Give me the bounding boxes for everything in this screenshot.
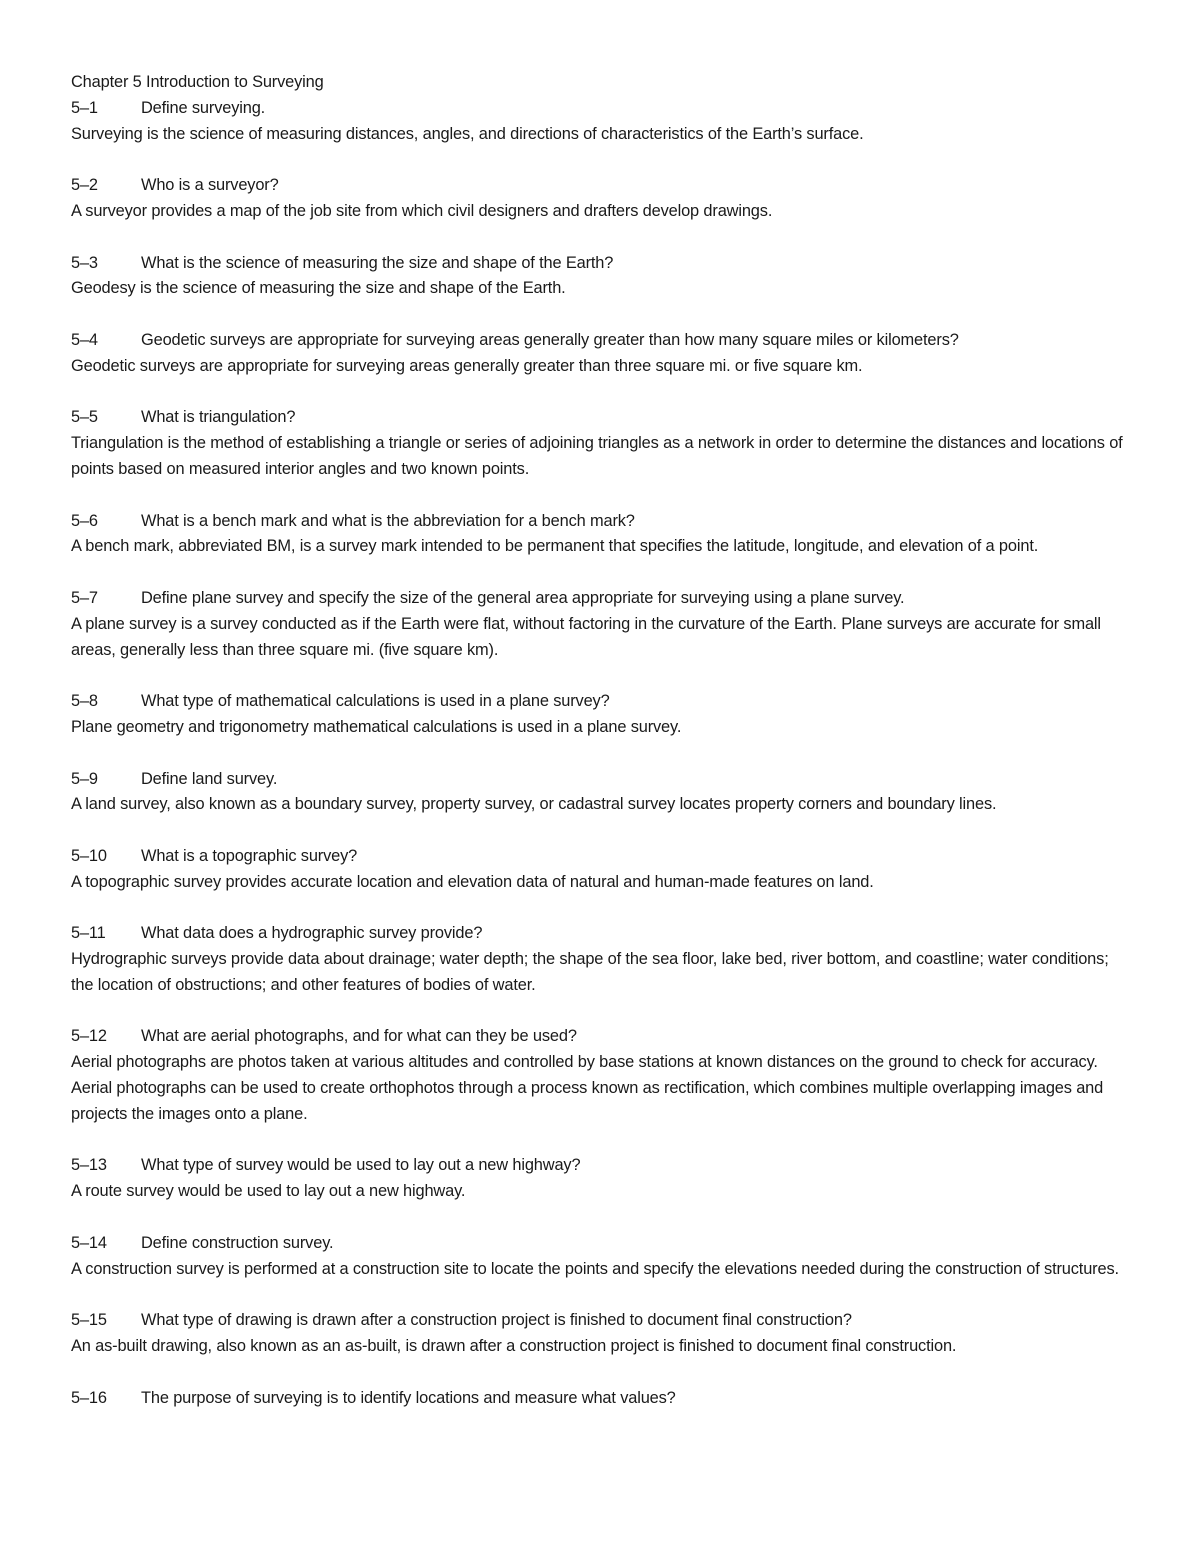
question-line [71, 509, 1141, 535]
question-line [71, 1024, 1141, 1050]
question-number: 5–2 [71, 176, 98, 195]
answer-text: Geodesy is the science of measuring the size and shape of the Earth. [71, 279, 566, 298]
answer-text: An as-built drawing, also known as an as-built, is drawn after a construction project is finished to document final construction. [71, 1337, 957, 1356]
question-line [71, 96, 1141, 122]
question-number: 5–3 [71, 253, 98, 272]
question-line [71, 1308, 1141, 1334]
answer-text: A construction survey is performed at a construction site to locate the points and specify the elevations needed during the construction of structures. [71, 1259, 1119, 1278]
question-item [71, 921, 1141, 998]
question-list [71, 96, 1141, 1412]
question-line [71, 921, 1141, 947]
question-item [71, 689, 1141, 741]
question-item [71, 251, 1141, 303]
question-item [71, 586, 1141, 663]
question-item [71, 1386, 1141, 1412]
question-line [71, 328, 1141, 354]
document-page [71, 70, 1141, 1437]
question-text: What type of mathematical calculations is used in a plane survey? [141, 692, 610, 711]
question-item [71, 1231, 1141, 1283]
question-text: Who is a surveyor? [141, 176, 279, 195]
answer-text: A route survey would be used to lay out a new highway. [71, 1182, 466, 1201]
question-item [71, 1153, 1141, 1205]
question-line [71, 689, 1141, 715]
answer-text: A bench mark, abbreviated BM, is a survey mark intended to be permanent that specifies the latitude, longitude, and elevation of a point. [71, 537, 1039, 556]
chapter-title: Chapter 5 Introduction to Surveying [71, 73, 324, 91]
question-number: 5–8 [71, 692, 98, 711]
question-line [71, 1231, 1141, 1257]
question-item [71, 1308, 1141, 1360]
question-number: 5–14 [71, 1233, 107, 1252]
question-item [71, 405, 1141, 482]
question-text: What are aerial photographs, and for what can they be used? [141, 1027, 577, 1046]
question-number: 5–10 [71, 846, 107, 865]
question-text: Define land survey. [141, 769, 278, 788]
question-line [71, 405, 1141, 431]
answer-text: Geodetic surveys are appropriate for surveying areas generally greater than three square mi. or five square km. [71, 356, 863, 375]
question-text: What type of drawing is drawn after a construction project is finished to document final construction? [141, 1311, 852, 1330]
question-text: What is a topographic survey? [141, 846, 358, 865]
answer-text: A land survey, also known as a boundary survey, property survey, or cadastral survey locates property corners and boundary lines. [71, 795, 997, 814]
question-line [71, 1386, 1141, 1412]
question-line [71, 251, 1141, 277]
question-line [71, 1153, 1141, 1179]
question-item [71, 844, 1141, 896]
answer-text: Plane geometry and trigonometry mathematical calculations is used in a plane survey. [71, 717, 682, 736]
question-item [71, 767, 1141, 819]
answer-text: Triangulation is the method of establishing a triangle or series of adjoining triangles as a network in order to determine the distances and locations of points based on measured interior angles and two known points. [71, 434, 1123, 478]
answer-text: A topographic survey provides accurate location and elevation data of natural and human-made features on land. [71, 872, 874, 891]
question-item [71, 328, 1141, 380]
question-text: Define construction survey. [141, 1233, 334, 1252]
question-text: What type of survey would be used to lay out a new highway? [141, 1156, 581, 1175]
question-line [71, 767, 1141, 793]
question-text: Define plane survey and specify the size of the general area appropriate for surveying using a plane survey. [141, 588, 905, 607]
question-number: 5–9 [71, 769, 98, 788]
question-line [71, 844, 1141, 870]
question-text: Define surveying. [141, 98, 266, 117]
question-number: 5–1 [71, 98, 98, 117]
answer-text: Aerial photographs are photos taken at various altitudes and controlled by base stations at known distances on the ground to check for accuracy. Aerial photographs can be used to create orthophotos through a process known as rectification, which combines multiple overlapping images and projects the images onto a plane. [71, 1053, 1104, 1123]
question-text: What is the science of measuring the size and shape of the Earth? [141, 253, 614, 272]
answer-text: A plane survey is a survey conducted as if the Earth were flat, without factoring in the curvature of the Earth. Plane surveys are accurate for small areas, generally less than three square mi. (five square km). [71, 614, 1101, 659]
question-text: What is a bench mark and what is the abbreviation for a bench mark? [141, 511, 635, 530]
question-number: 5–11 [71, 924, 106, 943]
question-text: The purpose of surveying is to identify locations and measure what values? [141, 1388, 676, 1407]
question-number: 5–5 [71, 408, 98, 427]
question-number: 5–13 [71, 1156, 107, 1175]
question-line [71, 586, 1141, 612]
answer-text: Hydrographic surveys provide data about drainage; water depth; the shape of the sea floor, lake bed, river bottom, and coastline; water conditions; the location of obstructions; and other features of bodies of water. [71, 950, 1109, 994]
question-item [71, 96, 1141, 148]
question-number: 5–4 [71, 330, 98, 349]
question-text: Geodetic surveys are appropriate for surveying areas generally greater than how many square miles or kilometers? [141, 330, 959, 349]
question-item [71, 1024, 1141, 1127]
question-number: 5–12 [71, 1027, 107, 1046]
question-text: What is triangulation? [141, 408, 296, 427]
question-line [71, 173, 1141, 199]
question-item [71, 509, 1141, 561]
answer-text: Surveying is the science of measuring distances, angles, and directions of characteristics of the Earth’s surface. [71, 124, 864, 143]
question-number: 5–6 [71, 511, 98, 530]
question-text: What data does a hydrographic survey provide? [141, 924, 483, 943]
question-number: 5–16 [71, 1388, 107, 1407]
question-number: 5–15 [71, 1311, 107, 1330]
question-number: 5–7 [71, 588, 98, 607]
question-item [71, 173, 1141, 225]
answer-text: A surveyor provides a map of the job site from which civil designers and drafters develop drawings. [71, 201, 773, 220]
